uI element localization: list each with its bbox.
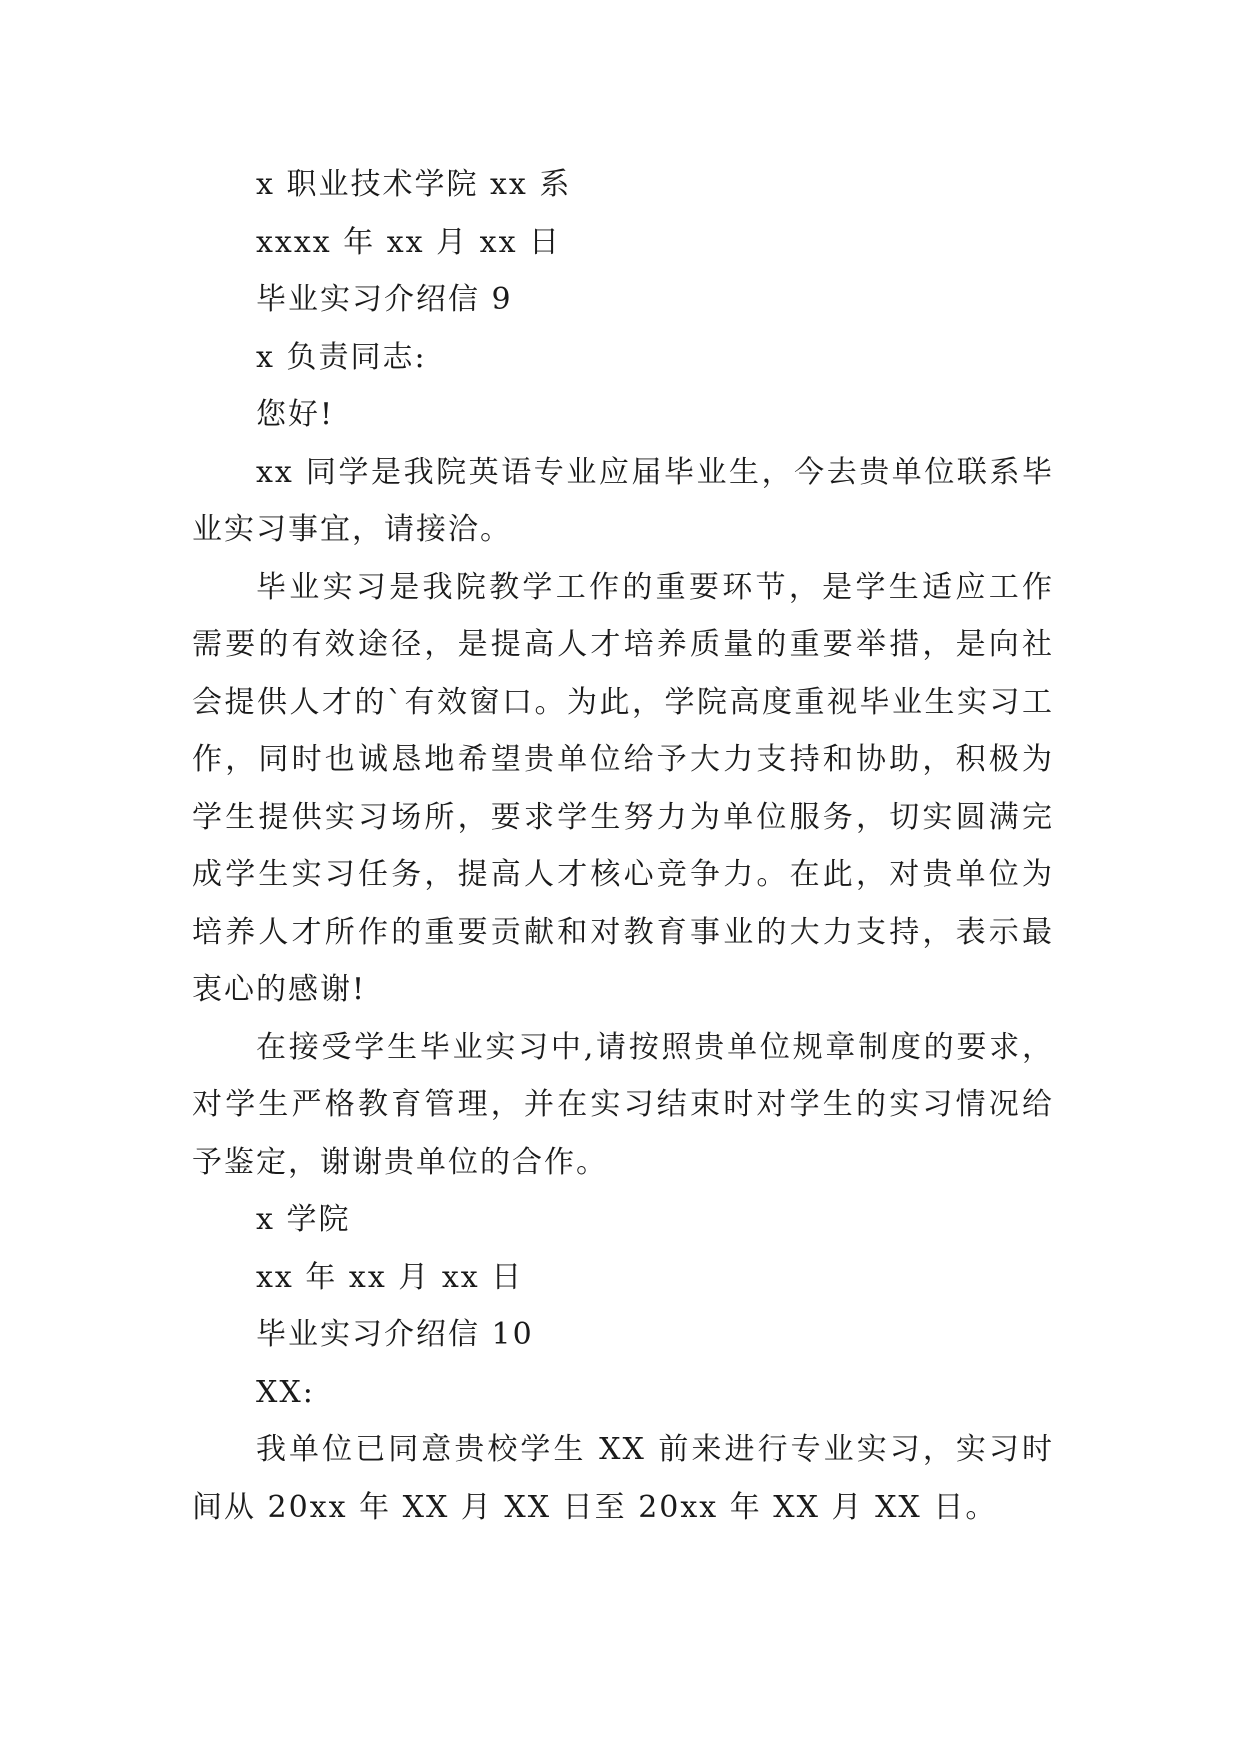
letter9-paragraph-1: xx 同学是我院英语专业应届毕业生，今去贵单位联系毕业实习事宜，请接洽。 [192, 454, 1054, 547]
letter9-paragraph-2: 毕业实习是我院教学工作的重要环节，是学生适应工作需要的有效途径，是提高人才培养质量的重要举措，是向社会提供人才的`有效窗口。为此，学院高度重视毕业生实习工作，同时也诚恳地希望贵单位给予大力支持和协助，积极为学生提供实习场所，要求学生努力为单位服务，切实圆满完成学生实习任务，提高人才核心竞争力。在此，对贵单位为培养人才所作的重要贡献和对教育事业的大力支持，表示最衷心的感谢! [192, 569, 1054, 1007]
letter9-salutation: x 负责同志: [256, 339, 427, 375]
header-date: xxxx 年 xx 月 xx 日 [256, 224, 562, 260]
letter9-date: xx 年 xx 月 xx 日 [256, 1259, 524, 1295]
letter10-paragraph-1: 我单位已同意贵校学生 XX 前来进行专业实习，实习时间从 20xx 年 XX 月 XX 日至 20xx 年 XX 月 XX 日。 [192, 1432, 1054, 1525]
letter9-greeting: 您好! [256, 397, 335, 432]
letter9-title: 毕业实习介绍信 9 [256, 282, 513, 317]
letter10-salutation: XX: [256, 1374, 315, 1410]
document-body [192, 156, 1054, 1536]
letter9-paragraph-3: 在接受学生毕业实习中,请按照贵单位规章制度的要求，对学生严格教育管理，并在实习结束时对学生的实习情况给予鉴定，谢谢贵单位的合作。 [192, 1029, 1054, 1180]
letter10-title: 毕业实习介绍信 10 [256, 1317, 534, 1352]
letter9-signature: x 学院 [256, 1202, 351, 1237]
header-department: x 职业技术学院 xx 系 [256, 167, 572, 202]
